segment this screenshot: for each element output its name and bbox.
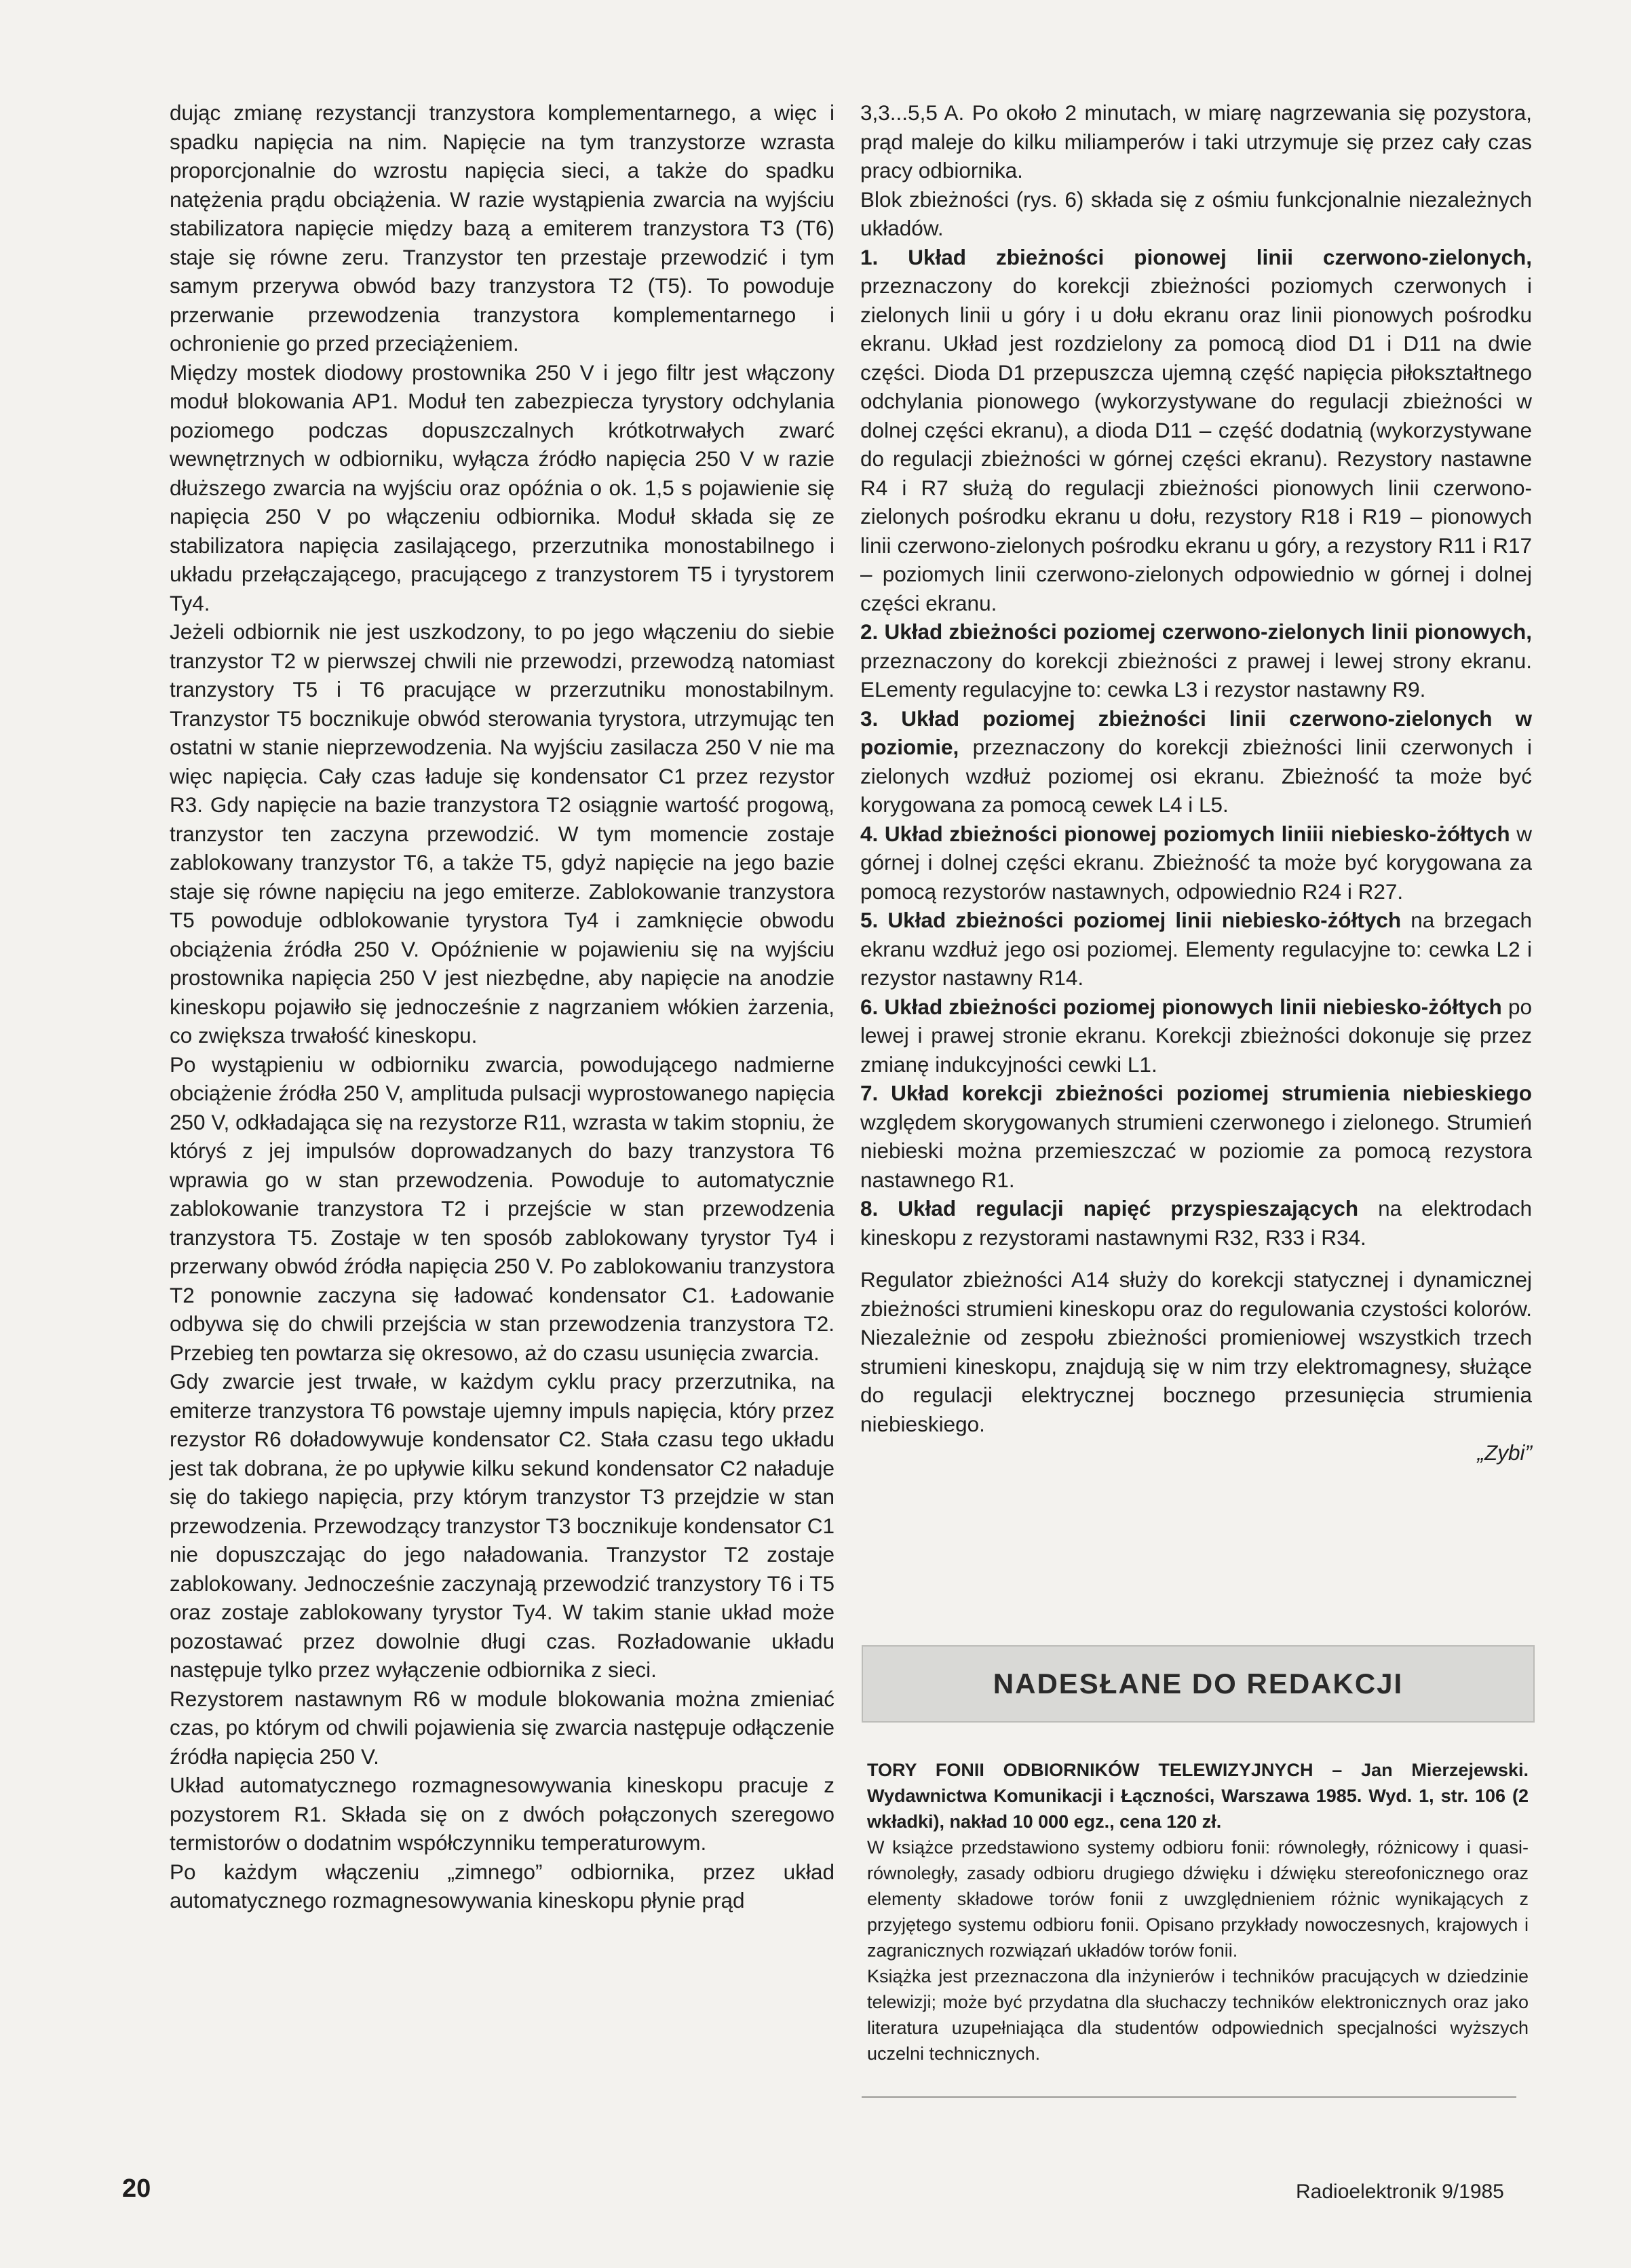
right-column: [860, 98, 1532, 1467]
banner-title: NADESŁANE DO REDAKCJI: [993, 1668, 1404, 1699]
item-text: po lewej i prawej stronie ekranu. Korekcji zbieżności dokonuje się przez zmianę indukcyjności cewki L1.: [860, 994, 1533, 1077]
author-signature: „Zybi”: [1477, 1440, 1532, 1465]
list-item: [860, 1079, 1532, 1194]
paragraph: 3,3...5,5 A. Po około 2 minutach, w miarę nagrzewania się pozystora, prąd maleje do kilku miliamperów i taki utrzymuje się przez cały czas pracy odbiornika.: [860, 100, 1532, 182]
item-heading: 7. Układ korekcji zbieżności poziomej strumienia niebieskiego: [860, 1081, 1532, 1105]
paragraph: dując zmianę rezystancji tranzystora komplementarnego, a więc i spadku napięcia na nim. Napięcie na tym tranzystorze wzrasta proporcjonalnie do wzrostu napięcia sieci, a także do spadku natężenia prądu obciążenia. W razie wystąpienia zwarcia na wyjściu stabilizatora napięcie między bazą a emiterem tranzystora T3 (T6) staje się równe zeru. Tranzystor ten przestaje przewodzić i tym samym przerywa obwód bazy tranzystora T2 (T5). To powoduje przerwanie przewodzenia tranzystora komplementarnego i ochronienie go przed przeciążeniem.: [170, 100, 834, 355]
item-heading: 1. Układ zbieżności pionowej linii czerwono-zielonych,: [860, 244, 1532, 269]
left-column: [170, 98, 834, 1915]
book-reference: TORY FONII ODBIORNIKÓW TELEWIZYJNYCH – Jan Mierzejewski. Wydawnictwa Komunikacji i Łączności, Warszawa 1985. Wyd. 1, str. 106 (2 wkładki), nakład 10 000 egz., cena 120 zł.: [867, 1760, 1529, 1832]
item-heading: 2. Układ zbieżności poziomej czerwono-zielonych linii pionowych,: [860, 619, 1532, 644]
list-item: [860, 243, 1532, 618]
paragraph: Rezystorem nastawnym R6 w module blokowania można zmieniać czas, po którym od chwili pojawienia się zwarcia następuje odłączenie źródła napięcia 250 V.: [170, 1686, 834, 1769]
item-heading: 8. Układ regulacji napięć przyspieszających: [860, 1196, 1359, 1221]
item-heading: 3. Układ poziomej zbieżności linii czerwono-zielonych w poziomie,: [860, 706, 1532, 759]
paragraph: Między mostek diodowy prostownika 250 V i jego filtr jest włączony moduł blokowania AP1. Moduł ten zabezpiecza tyrystory odchylania poziomego podczas dopuszczalnych krótkotrwałych zwarć wewnętrznych w odbiorniku, wyłącza źródło napięcia 250 V w razie dłuższego zwarcia na wyjściu oraz opóźnia o ok. 1,5 s pojawienie się napięcia 250 V po włączeniu odbiornika. Moduł składa się ze stabilizatora napięcia zasilającego, przerzutnika monostabilnego i układu przełączającego, pracującego z tranzystorem T5 i tyrystorem Ty4.: [170, 360, 834, 615]
paragraph: Gdy zwarcie jest trwałe, w każdym cyklu pracy przerzutnika, na emiterze tranzystora T6 powstaje ujemny impuls napięcia, który przez rezystor R6 doładowywuje kondensator C2. Stała czasu tego układu jest tak dobrana, że po upływie kilku sekund kondensator C2 naładuje się do takiego napięcia, przy którym tranzystor T3 przejdzie w stan przewodzenia. Przewodzący tranzystor T3 bocznikuje kondensator C1 nie dopuszczając do jego naładowania. Tranzystor T2 zostaje zablokowany. Jednocześnie zaczynają przewodzić tranzystory T6 i T5 oraz zostaje zablokowany tyrystor Ty4. W takim stanie układ może pozostawać przez dowolnie długi czas. Rozładowanie układu następuje tylko przez wyłączenie odbiornika z sieci.: [170, 1369, 834, 1682]
review-paragraph: W książce przedstawiono systemy odbioru fonii: równoległy, różnicowy i quasi-równoległy, zasady odbioru drugiego dźwięku i dźwięku stereofonicznego oraz elementy składowe torów fonii z uwzględnieniem różnic wynikających z przyjętego systemu odbioru fonii. Opisano przykłady nowoczesnych, krajowych i zagranicznych rozwiązań układów torów fonii.: [867, 1837, 1529, 1961]
divider: [862, 2096, 1516, 2098]
list-item: [860, 704, 1532, 820]
paragraph: Jeżeli odbiornik nie jest uszkodzony, to po jego włączeniu do siebie tranzystor T2 w pierwszej chwili nie przewodzi, przewodzą natomiast tranzystory T5 i T6 pracujące w przerzutniku monostabilnym. Tranzystor T5 bocznikuje obwód sterowania tyrystora, utrzymując ten ostatni w stanie nieprzewodzenia. Na wyjściu zasilacza 250 V nie ma więc napięcia. Cały czas ładuje się kondensator C1 przez rezystor R3. Gdy napięcie na bazie tranzystora T2 osiągnie wartość progową, tranzystor ten zaczyna przewodzić. W tym momencie zostaje zablokowany tranzystor T6, a także T5, gdyż napięcie na jego bazie staje się równe napięciu na jego emiterze. Zablokowanie tranzystora T5 powoduje odblokowanie tyrystora Ty4 i zamknięcie obwodu obciążenia źródła 250 V. Opóźnienie w pojawieniu się na wyjściu prostownika napięcia 250 V jest niezbędne, aby napięcie na anodzie kineskopu pojawiło się jednocześnie z nagrzaniem włókien żarzenia, co zwiększa trwałość kineskopu.: [170, 619, 834, 1047]
item-text: przeznaczony do korekcji zbieżności linii czerwonych i zielonych wzdłuż poziomej osi ekranu. Zbieżność ta może być korygowana za pomocą cewek L4 i L5.: [860, 735, 1532, 817]
item-text: na elektrodach kineskopu z rezystorami nastawnymi R32, R33 i R34.: [860, 1196, 1532, 1250]
item-text: przeznaczony do korekcji zbieżności poziomych czerwonych i zielonych linii u góry i u dołu ekranu oraz linii pionowych pośrodku ekranu. Układ jest rozdzielony za pomocą diod D1 i D11 na dwie części. Dioda D1 przepuszcza ujemną część napięcia piłokształtnego odchylania pionowego (wykorzystywane do regulacji zbieżności w dolnej części ekranu), a dioda D11 – część dodatnią (wykorzystywane do regulacji zbieżności w górnej części ekranu). Rezystory nastawne R4 i R7 służą do regulacji zbieżności pionowych linii czerwono-zielonych pośrodku ekranu u dołu, rezystory R18 i R19 – pionowych linii czerwono-zielonych pośrodku ekranu u góry, a rezystory R11 i R17 – poziomych linii czerwono-zielonych odpowiednio w górnej i dolnej części ekranu.: [860, 273, 1532, 615]
section-banner: [862, 1645, 1535, 1723]
list-item: [860, 993, 1532, 1079]
item-text: w górnej i dolnej części ekranu. Zbieżność ta może być korygowana za pomocą rezystorów nastawnych, odpowiednio R24 i R27.: [860, 821, 1532, 904]
paragraph: Po wystąpieniu w odbiorniku zwarcia, powodującego nadmierne obciążenie źródła 250 V, amplituda pulsacji wyprostowanego napięcia 250 V, odkładająca się na rezystorze R11, wzrasta w takim stopniu, że któryś z jej impulsów doprowadzanych do bazy tranzystora T6 wprawia go w stan przewodzenia. Powoduje to automatycznie zablokowanie tranzystora T2 i przejście w stan przewodzenia tranzystora T5. Zostaje w ten sposób zablokowany tyrystor Ty4 i przerwany obwód źródła napięcia 250 V. Po zablokowaniu tranzystora T2 ponownie zaczyna się ładować kondensator C1. Ładowanie odbywa się do chwili przejścia w stan przewodzenia tranzystora T2. Przebieg ten powtarza się okresowo, aż do czasu usunięcia zwarcia.: [170, 1052, 834, 1365]
paragraph: Po każdym włączeniu „zimnego” odbiornika, przez układ automatycznego rozmagnesowywania kineskopu płynie prąd: [170, 1859, 834, 1913]
item-text: przeznaczony do korekcji zbieżności z prawej i lewej strony ekranu. ELementy regulacyjne to: cewka L3 i rezystor nastawny R9.: [860, 648, 1532, 701]
paragraph: Układ automatycznego rozmagnesowywania kineskopu pracuje z pozystorem R1. Składa się on z dwóch połączonych szeregowo termistorów o dodatnim współczynniku temperaturowym.: [170, 1773, 834, 1855]
list-item: [860, 1194, 1532, 1252]
item-text: na brzegach ekranu wzdłuż jego osi poziomej. Elementy regulacyjne to: cewka L2 i rezystor nastawny R14.: [860, 908, 1532, 990]
footer-journal: Radioelektronik 9/1985: [1296, 2180, 1504, 2203]
paragraph: Regulator zbieżności A14 służy do korekcji statycznej i dynamicznej zbieżności strumieni kineskopu oraz do regulowania czystości kolorów. Niezależnie od zespołu zbieżności promieniowej wszystkich trzech strumieni kineskopu, znajdują się w nim trzy elektromagnesy, służące do regulacji elektrycznej bocznego przesunięcia strumienia niebieskiego.: [860, 1267, 1532, 1436]
list-item: [860, 906, 1532, 993]
item-heading: 6. Układ zbieżności poziomej pionowych linii niebiesko-żółtych: [860, 994, 1502, 1019]
review-paragraph: Książka jest przeznaczona dla inżynierów i techników pracujących w dziedzinie telewizji; może być przydatna dla słuchaczy techników elektronicznych oraz jako literatura uzupełniająca dla studentów odpowiednich specjalności wyższych uczelni technicznych.: [867, 1966, 1529, 2064]
item-heading: 5. Układ zbieżności poziomej linii niebiesko-żółtych: [860, 908, 1402, 932]
list-item: [860, 617, 1532, 704]
book-review: [867, 1757, 1529, 2067]
paragraph: Blok zbieżności (rys. 6) składa się z ośmiu funkcjonalnie niezależnych układów.: [860, 187, 1532, 240]
item-text: względem skorygowanych strumieni czerwonego i zielonego. Strumień niebieski można przemieszczać w poziomie za pomocą rezystora nastawnego R1.: [860, 1109, 1532, 1192]
page-number: 20: [122, 2174, 151, 2203]
list-item: [860, 820, 1532, 906]
item-heading: 4. Układ zbieżności pionowej poziomych liniii niebiesko-żółtych: [860, 821, 1510, 846]
